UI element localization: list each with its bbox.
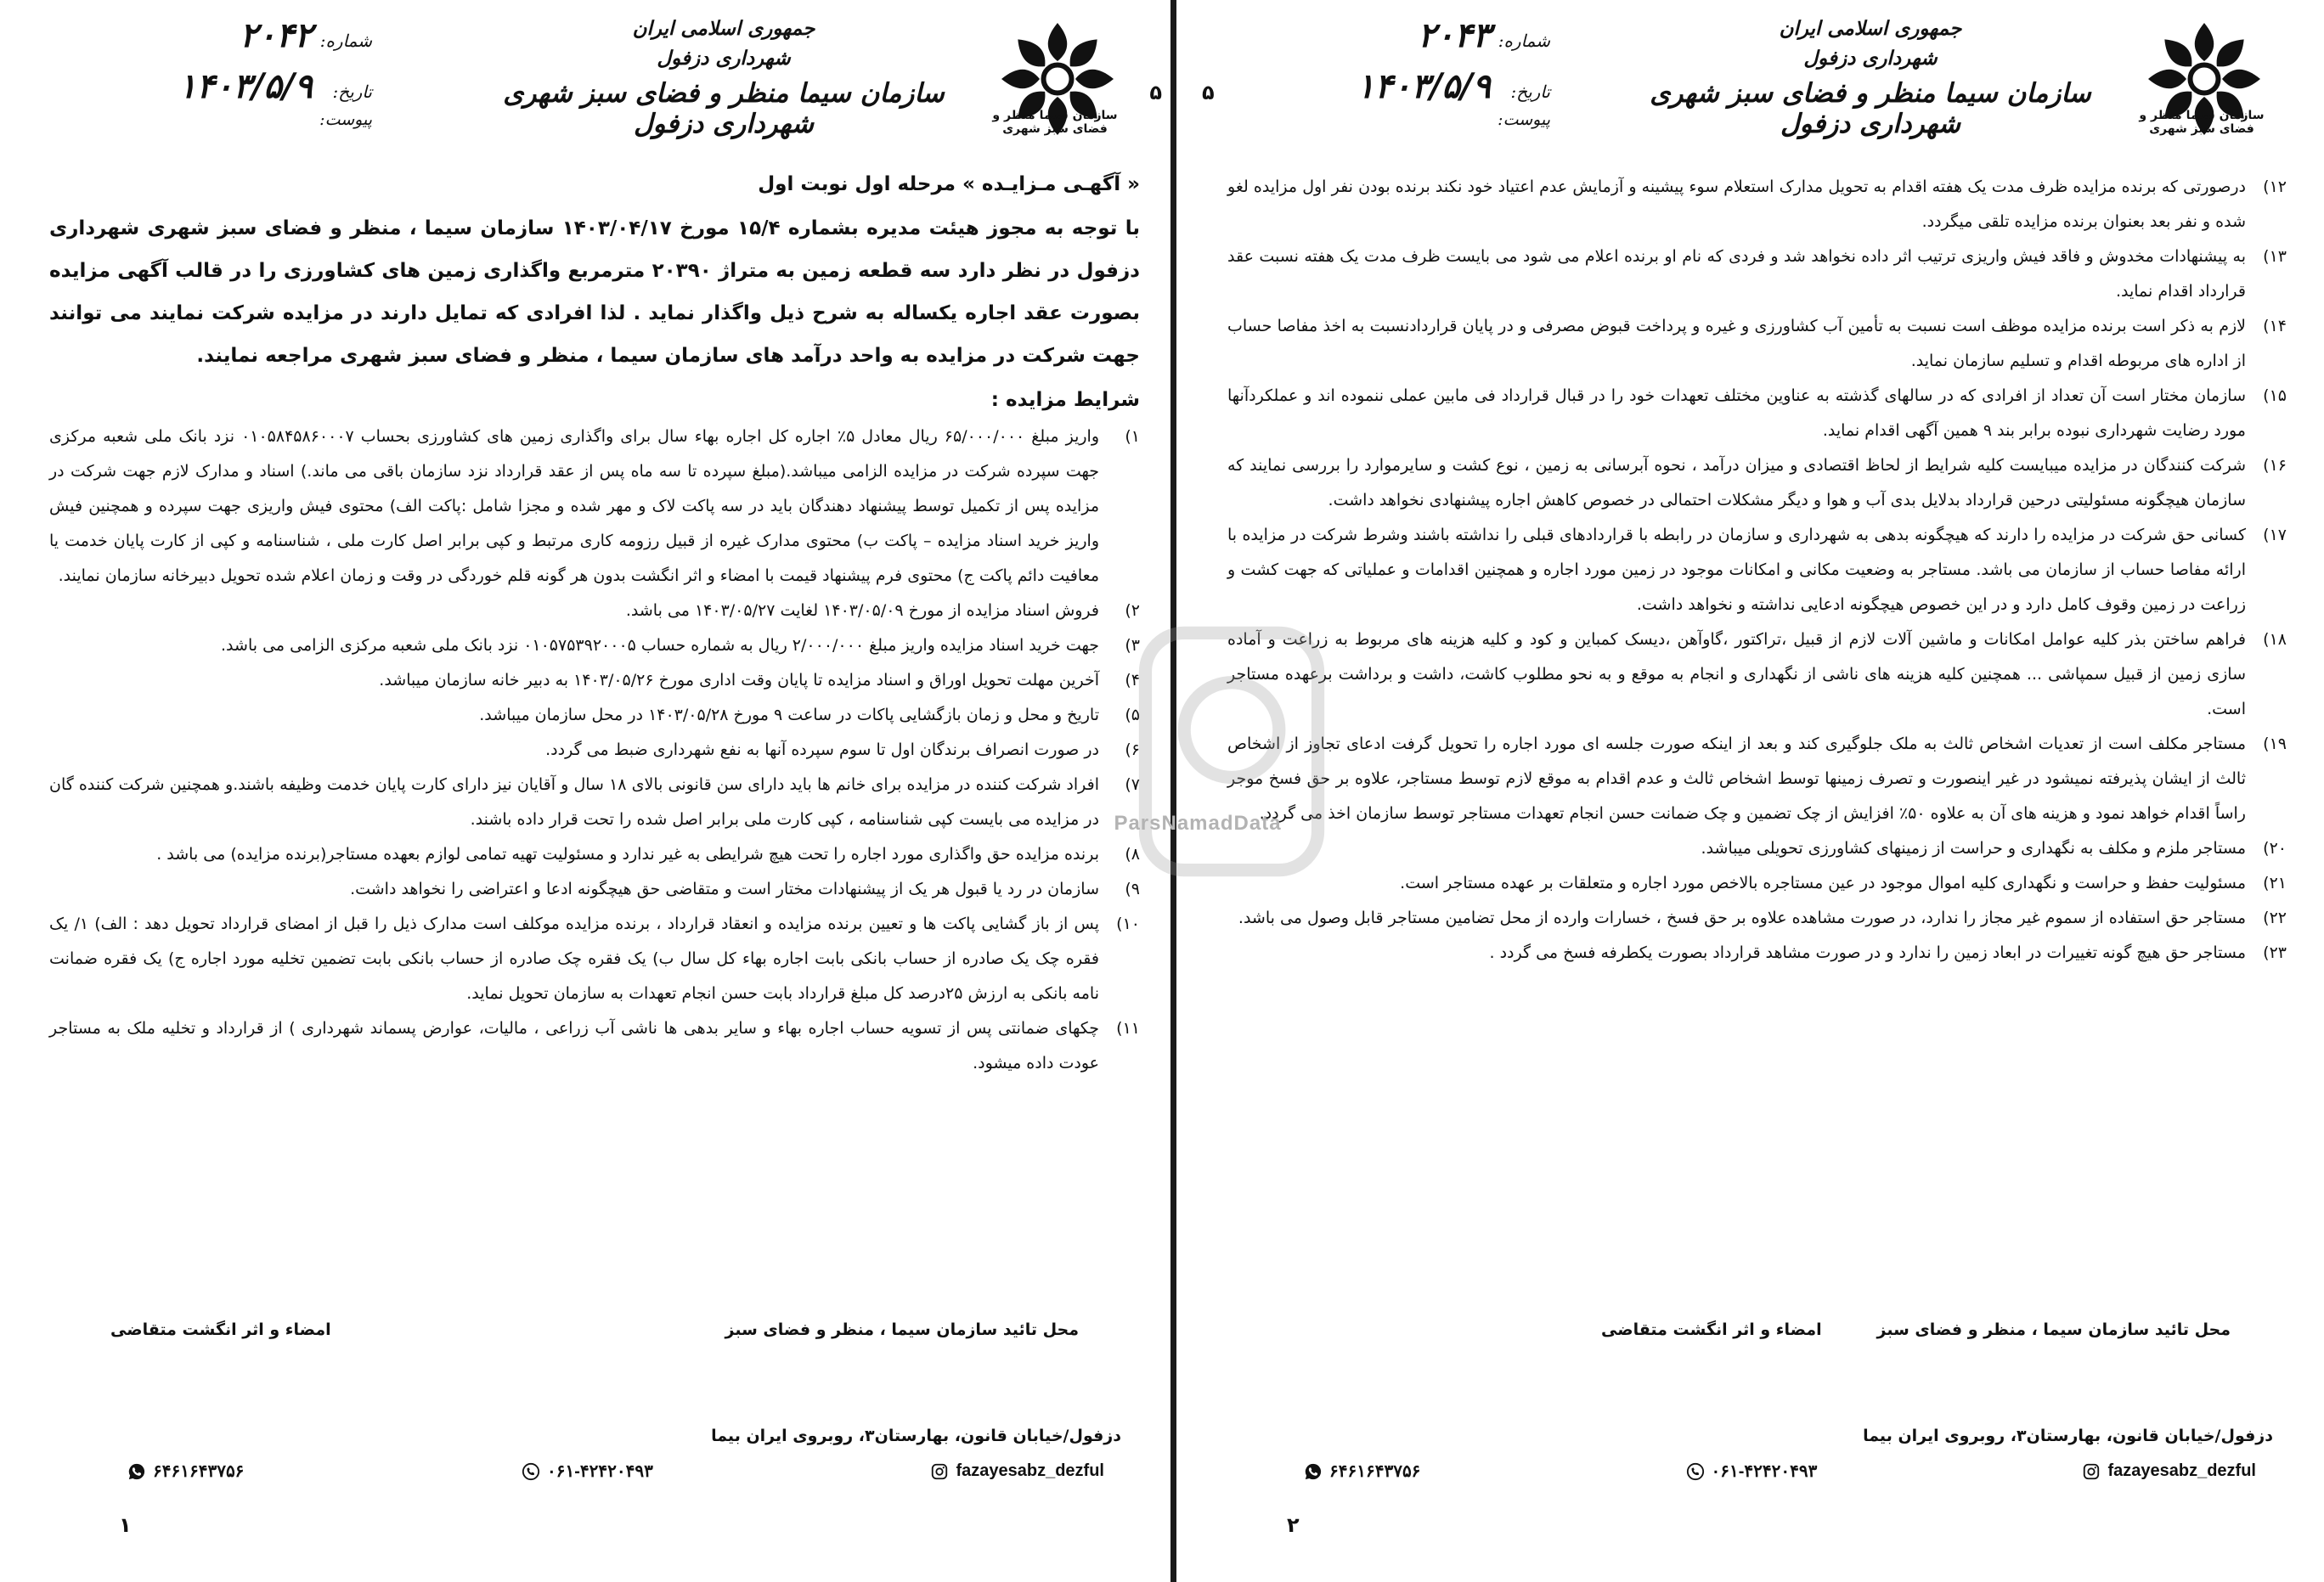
clause-text: فروش اسناد مزایده از مورخ ۱۴۰۳/۰۵/۰۹ لغایت ۱۴۰۳/۰۵/۲۷ می باشد. [625,601,1099,620]
clause-8 [49,837,1140,872]
clause-6 [49,733,1140,768]
date-row [1244,66,1550,117]
clause-number: ۹) [1125,880,1140,898]
clause-number: ۱۷) [2263,526,2287,544]
org-line-2: شهرداری دزفول [657,47,791,70]
instagram-contact [930,1461,1104,1482]
page-number: ۱ [119,1513,132,1537]
letter-meta [66,15,372,161]
clause-number: ۲۲) [2263,909,2287,927]
date-row [66,66,372,117]
letter-meta [1244,15,1550,161]
clause-number: ۱۱) [1116,1019,1140,1038]
whatsapp-icon [127,1462,146,1481]
clause-text: سازمان در رد یا قبول هر یک از پیشنهادات مختار است و متقاضی حق هیچگونه ادعا و اعتراضی را نخواهد داشت. [350,880,1099,898]
clause-text: سازمان مختار است آن تعداد از افرادی که در سالهای گذشته به عناوین مختلف تعهدات خود را در قبال قرارداد فی مابین عملی ننموده اند و عملکردآنها مورد رضایت شهرداری نبوده برابر بند ۹ همین آگهی اقدام نماید. [1227,386,2246,440]
whatsapp-number: ۶۴۶۱۶۴۳۷۵۶ [153,1462,245,1481]
whatsapp-icon [1304,1462,1323,1481]
date-value: ۱۴۰۳/۵/۹ [178,66,313,106]
logo-caption: سازمان سیما منظر و فضای سبز شهری [992,109,1118,136]
whatsapp-contact [1304,1461,1420,1482]
clause-text: فراهم ساختن بذر کلیه عوامل امکانات و ماشین آلات لازم از قبیل ،تراکتور ،گاوآهن ،دیسک کمباین و کود و کلیه هزینه های مربوط به زراعت و آماده سازی زمین از قبیل سمپاشی ... همچنین کلیه هزینه های ناشی از نگهداری و انجام به موقع و به نحو مطلوب کاشت، داشت و برداشت برعهده مستاجر است. [1227,630,2246,718]
page-footer [0,1427,1172,1482]
clause-7 [49,768,1140,837]
clause-text: به پیشنهادات مخدوش و فاقد فیش واریزی ترتیب اثر داده نخواهد شد و فردی که نام او برنده اعلام می شود می بایست ظرف مدت یک هفته نسبت عقد قرارداد اقدام نماید. [1227,247,2246,301]
clause-15 [1227,379,2287,448]
phone-contact [522,1461,653,1482]
clause-number: ۳) [1125,636,1140,655]
attachment-label: پیوست: [319,110,372,129]
clause-text: مستاجر حق هیچ گونه تغییرات در ابعاد زمین را ندارد و در صورت مشاهد قرارداد بصورت یکطرفه فسخ می گردد . [1489,943,2246,962]
phone-contact [1686,1461,1818,1482]
page-footer [1176,1427,2324,1482]
instagram-icon [930,1462,949,1481]
clause-18 [1227,622,2287,727]
attachment-row [1244,110,1550,161]
date-value: ۱۴۰۳/۵/۹ [1356,66,1491,106]
clause-number: ۱۴) [2263,317,2287,335]
applicant-signature: امضاء و اثر انگشت متقاضی [1601,1320,1822,1339]
clause-1 [49,419,1140,594]
clause-22 [1227,901,2287,936]
phone-icon [1686,1462,1705,1481]
clause-text: برنده مزایده حق واگذاری مورد اجاره را تحت هیچ شرایطی به غیر ندارد و مسئولیت تهیه تمامی لوازم بعهده مستاجر(برنده مزایده) می باشد . [156,845,1099,864]
watermark-text: ParsNamadData [1114,812,1282,835]
clause-number: ۲) [1125,601,1140,620]
clause-text: مستاجر ملزم و مکلف به نگهداری و حراست از زمینهای کشاورزی تحویلی میباشد. [1701,839,2246,858]
left-clauses [49,419,1140,1081]
clause-23 [1227,936,2287,971]
phone-number: ۰۶۱-۴۲۴۲۰۴۹۳ [547,1462,653,1481]
clause-number: ۱) [1125,427,1140,446]
auction-headline: « آگهـی مـزایـده » مرحله اول نوبت اول [758,173,1140,195]
clause-number: ۱۳) [2263,247,2287,266]
clause-text: درصورتی که برنده مزایده ظرف مدت یک هفته اقدام به تحویل مدارک استعلام سوء پیشینه و آزمایش عدم اعتیاد خود نکند برنده بودن نفر اول مزایده لغو شده و نفر بعد بعنوان برنده مزایده تلقی میگردد. [1227,177,2246,231]
phone-number: ۰۶۱-۴۲۴۲۰۴۹۳ [1711,1462,1818,1481]
number-value: ۲۰۴۲ [240,15,313,55]
approval-place: محل تائید سازمان سیما ، منظر و فضای سبز [725,1320,1079,1339]
clause-number: ۴) [1125,671,1140,690]
signature-row [1176,1320,2324,1339]
number-label: شماره: [1498,31,1550,51]
clause-number: ۱۹) [2263,735,2287,753]
clause-text: مستاجر حق استفاده از سموم غیر مجاز را ندارد، در صورت مشاهده علاوه بر حق فسخ ، خسارات وارده از محل تضامین مستاجر قابل وصول می باشد. [1238,909,2246,927]
clause-text: کسانی حق شرکت در مزایده را دارند که هیچگونه بدهی به شهرداری و سازمان در رابطه با قراردادهای قبلی را نداشته باشند وشرط شرکت در مزایده با ارائه مفاصا حساب از سازمان می باشد. مستاجر به وضعیت مکانی و امکانات موجود در زمین مورد اجاره و همچنین اقدامات و عملیاتی که جهت کشت و زراعت در زمین وقوف کامل دارد و در این خصوص هیچگونه ادعایی نداشته و نخواهد داشت. [1227,526,2246,614]
clause-number: ۱۰) [1116,915,1140,933]
clause-number: ۲۳) [2263,943,2287,962]
clause-4 [49,663,1140,698]
clause-13 [1227,239,2287,309]
approval-place: محل تائید سازمان سیما ، منظر و فضای سبز [1876,1320,2231,1339]
clause-number: ۶) [1125,740,1140,759]
clause-text: آخرین مهلت تحویل اوراق و اسناد مزایده تا پایان وقت اداری مورخ ۱۴۰۳/۰۵/۲۶ به دبیر خانه سازمان میباشد. [379,671,1099,690]
page-number: ۲ [1287,1513,1300,1537]
number-value: ۲۰۴۳ [1418,15,1491,55]
right-clauses [1227,170,2287,971]
footer-address: دزفول/خیابان قانون، بهارستان۳، روبروی ایران بیما [711,1427,1121,1445]
org-line-1: جمهوری اسلامی ایران [632,17,815,40]
footer-contacts [1176,1461,2324,1482]
phone-icon [522,1462,540,1481]
attachment-row [66,110,372,161]
organization-name [486,17,962,139]
org-line-3: سازمان سیما منظر و فضای سبز شهری شهرداری دزفول [1650,78,2091,139]
org-line-2: شهرداری دزفول [1803,47,1938,70]
clause-11 [49,1011,1140,1081]
clause-2 [49,594,1140,628]
auction-intro: با توجه به مجوز هیئت مدیره بشماره ۱۵/۴ مورخ ۱۴۰۳/۰۴/۱۷ سازمان سیما ، منظر و فضای سبز شهری شهرداری دزفول در نظر دارد سه قطعه زمین به متراژ ۲۰۳۹۰ مترمربع واگذاری زمین های کشاورزی را در قالب آگهی مزایده بصورت عقد اجاره یکساله به شرح ذیل واگذار نماید . لذا افرادی که تمایل دارند در مزایده شرکت نمایند می توانند جهت شرکت در مزایده به واحد درآمد های سازمان سیما ، منظر و فضای سبز شهری مراجعه نمایند. [49,217,1140,367]
clause-16 [1227,448,2287,518]
right-page [1176,0,2324,1582]
organization-name [1633,17,2108,139]
number-label: شماره: [319,31,372,51]
whatsapp-contact [127,1461,244,1482]
clause-number: ۱۲) [2263,177,2287,196]
clause-text: در صورت انصراف برندگان اول تا سوم سپرده آنها به نفع شهرداری ضبط می گردد. [545,740,1099,759]
clause-number: ۲۰) [2263,839,2287,858]
page-gutter [1170,0,1176,1582]
clause-text: پس از باز گشایی پاکت ها و تعیین برنده مزایده و انعقاد قرارداد ، برنده مزایده موکلف است مدارک ذیل را قبل از امضای قرارداد تحویل دهد : الف) ۱/ یک فقره چک یک صادره از حساب بانکی بابت اجاره بهاء کل سال ب) یک فقره چک صادره از حساب بانکی بابت تضمین تخلیه مورد اجاره ج) یک فقره ضمانت نامه بانکی به ارزش ۲۵درصد کل مبلغ قرارداد بابت حسن انجام تعهدات به سازمان تحویل نماید. [49,915,1100,1003]
clause-text: چکهای ضمانتی پس از تسویه حساب اجاره بهاء و سایر بدهی ها ناشی آب زراعی ، مالیات، عوارض پسماند شهرداری ) از قرارداد و تخلیه ملک به مستاجر عودت داده میشود. [49,1019,1099,1072]
clause-19 [1227,727,2287,831]
footer-contacts [0,1461,1172,1482]
org-line-3: سازمان سیما منظر و فضای سبز شهری شهرداری دزفول [503,78,945,139]
logo-caption: سازمان سیما منظر و فضای سبز شهری [2139,109,2265,136]
clause-14 [1227,309,2287,379]
clause-number: ۷) [1125,775,1140,794]
letterhead [1202,0,2287,170]
instagram-icon [2082,1462,2101,1481]
applicant-signature: امضاء و اثر انگشت متقاضی [110,1320,331,1339]
clause-12 [1227,170,2287,239]
clause-number: ۱۸) [2263,630,2287,649]
instagram-contact [2082,1461,2256,1482]
clause-5 [49,698,1140,733]
clause-text: مستاجر مکلف است از تعدیات اشخاص ثالث به ملک جلوگیری کند و بعد از اینکه صورت جلسه ای مورد اجاره را تحویل گرفت ادعای تجاوز از اشخاص ثالث از ایشان پذیرفته نمیشود در غیر اینصورت و تصرف زمینها توسط اشخاص ثالث و عدم اقدام به موقع لازم توسط مستاجر، علاوه بر حق فسخ موجر راساً اقدام خواهد نمود و هزینه های آن به علاوه ۵۰٪ افزایش از چک تضمین و چک ضمانت حسن انجام تعهدات مستاجر توسط سازمان اخذ می گردد. [1227,735,2246,823]
corner-mark: ۵ [1202,81,1215,104]
letterhead [49,0,1162,170]
clause-text: افراد شرکت کننده در مزایده برای خانم ها باید دارای سن قانونی بالای ۱۸ سال و آقایان نیز دارای کارت پایان خدمت وظیفه باشند.و همچنین شرکت کننده گان در مزایده می بایست کپی شناسنامه ، کپی کارت ملی برابر اصل شده را تحت قرار داده باشند. [49,775,1099,829]
clause-text: جهت خرید اسناد مزایده واریز مبلغ ۲/۰۰۰/۰۰۰ ریال به شماره حساب ۰۱۰۵۷۵۳۹۲۰۰۰۵ نزد بانک ملی شعبه مرکزی الزامی می باشد. [221,636,1099,655]
org-line-1: جمهوری اسلامی ایران [1779,17,1962,40]
instagram-handle: fazayesabz_dezful [956,1461,1104,1480]
clause-text: شرکت کنندگان در مزایده میبایست کلیه شرایط از لحاظ اقتصادی و میزان درآمد ، نحوه آبرسانی به زمین ، نوع کشت و سایرموارد را بررسی نمایند که سازمان هیچگونه مسئولیتی درحین قرارداد بدلایل بدی آب و هوا و دیگر مشکلات احتمالی در خصوص کاهش اجاره پیشنهادی نخواهد داشت. [1227,456,2246,510]
clause-9 [49,872,1140,907]
clause-number: ۵) [1125,706,1140,724]
clause-20 [1227,831,2287,866]
clause-text: لازم به ذکر است برنده مزایده موظف است نسبت به تأمین آب کشاورزی و غیره و پرداخت قبوض مصرفی و در پایان قراردادنسبت به اخذ مفاصا حساب از اداره های مربوطه اقدام و تسلیم سازمان نماید. [1227,317,2246,370]
number-row [1244,15,1550,66]
clause-number: ۸) [1125,845,1140,864]
signature-row [0,1320,1172,1339]
clause-21 [1227,866,2287,901]
clause-number: ۲۱) [2263,874,2287,892]
number-row [66,15,372,66]
clause-17 [1227,518,2287,622]
whatsapp-number: ۶۴۶۱۶۴۳۷۵۶ [1329,1462,1421,1481]
clause-number: ۱۵) [2263,386,2287,405]
footer-address: دزفول/خیابان قانون، بهارستان۳، روبروی ایران بیما [1863,1427,2273,1445]
instagram-handle: fazayesabz_dezful [2107,1461,2256,1480]
conditions-title: شرایط مزایده : [990,389,1140,411]
date-label: تاریخ: [1510,82,1550,102]
corner-mark: ۵ [1149,81,1162,104]
clause-text: واریز مبلغ ۶۵/۰۰۰/۰۰۰ ریال معادل ۵٪ اجاره کل اجاره بهاء سال برای واگذاری زمین های کشاورزی بحساب ۰۱۰۵۸۴۵۸۶۰۰۰۷ نزد بانک ملی شعبه مرکزی جهت سپرده شرکت در مزایده الزامی میباشد.(مبلغ سپرده تا سه ماه پس از عقد قرارداد نزد سازمان باقی می ماند.) اسناد و مدارک لازم جهت شرکت در مزایده پس از تکمیل توسط پیشنهاد دهندگان باید در سه پاکت لاک و مهر شده و مجزا شامل :پاکت الف) محتوی فیش واریزی جهت سپرده و همچنین فیش واریز خرید اسناد مزایده – پاکت ب) محتوی مدارک غیره از قبیل رزومه کاری مرتبط و کپی برابر اصل کارت ملی ، شناسنامه و کپی از کارت پایان خدمت یا معافیت دائم پاکت ج) محتوی فرم پیشنهاد قیمت با امضاء و اثر انگشت بدون هر گونه قلم خوردگی در وقت و زمان اعلام شده تحویل دبیرخانه سازمان نمایند. [49,427,1099,585]
clause-text: مسئولیت حفظ و حراست و نگهداری کلیه اموال موجود در عین مستاجره بالاخص مورد اجاره و متعلقات بر عهده مستاجر است. [1400,874,2246,892]
attachment-label: پیوست: [1498,110,1550,129]
clause-3 [49,628,1140,663]
clause-number: ۱۶) [2263,456,2287,475]
date-label: تاریخ: [332,82,372,102]
clause-10 [49,907,1140,1011]
clause-text: تاریخ و محل و زمان بازگشایی پاکات در ساعت ۹ مورخ ۱۴۰۳/۰۵/۲۸ در محل سازمان میباشد. [479,706,1099,724]
